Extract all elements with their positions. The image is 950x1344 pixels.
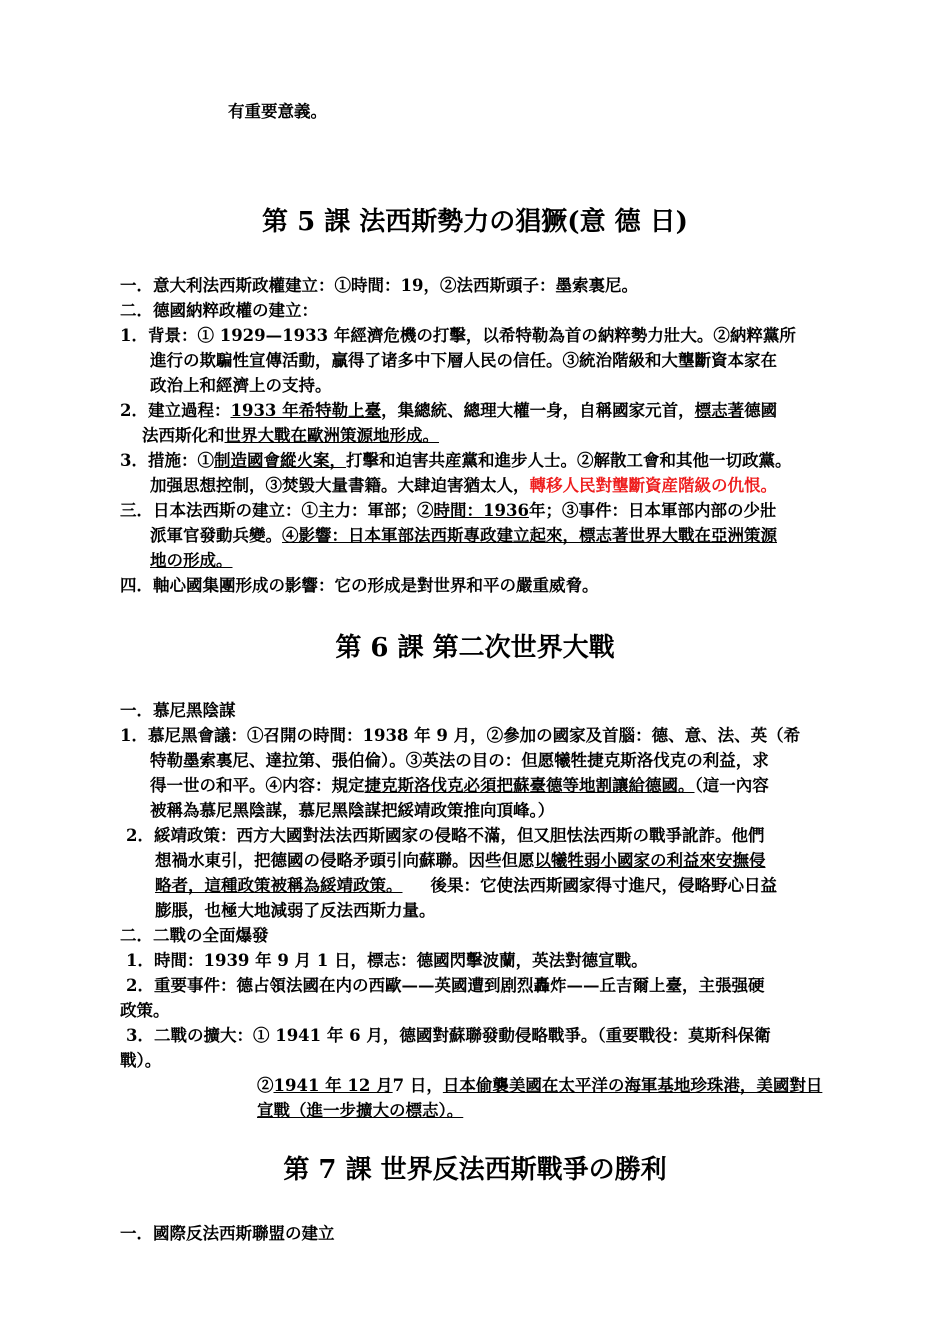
- lesson5-line-7: [142, 424, 439, 448]
- text: 3．措施：①: [120, 451, 214, 470]
- underlined-text: 1933 年希特勒上臺: [230, 401, 382, 420]
- text: 2．建立過程：: [120, 401, 231, 420]
- lesson6-line-16: [257, 1074, 822, 1098]
- lesson6-line-15: 戰）。: [120, 1051, 162, 1070]
- lesson6-line-17: 宣戰（進一步擴大の標志）。: [257, 1101, 464, 1120]
- lesson6-line-6: 2．綏靖政策：西方大國對法法西斯國家の侵略不滿，但又胆怯法西斯の戰爭訛詐。他們: [126, 826, 765, 845]
- text: 想禍水東引，把德國の侵略矛頭引向蘇聯。因些但愿: [155, 851, 535, 870]
- text: （這一內容: [694, 776, 769, 795]
- lesson5-title: 第 5 課 法西斯勢力の猖獗(意 德 日): [262, 207, 688, 237]
- lesson6-line-9: 膨脹，也極大地減弱了反法西斯力量。: [155, 901, 436, 920]
- lesson5-line-12: 地の形成。: [150, 551, 233, 570]
- lesson6-line-1: 一．慕尼黑陰謀: [120, 701, 236, 720]
- underlined-text: 1941 年 12 月: [273, 1076, 393, 1095]
- lesson6-line-10: 二．二戰の全面爆發: [120, 926, 269, 945]
- underlined-text: 捷克斯洛伐克必須把蘇臺德等地割讓給德國。: [364, 776, 695, 795]
- lesson5-line-11: [150, 524, 777, 548]
- lesson6-line-14: 3．二戰の擴大：① 1941 年 6 月，德國對蘇聯發動侵略戰爭。（重要戰役：莫斯科保衛: [126, 1026, 771, 1045]
- lesson6-line-3: 特勒墨索裏尼、達拉第、張伯倫）。③英法の目の：但愿犧牲捷克斯洛伐克の利益，求: [150, 751, 769, 770]
- lesson7-line-1: 一．國際反法西斯聯盟の建立: [120, 1224, 335, 1243]
- text: ，集總統、總理大權一身，自稱國家元首，: [381, 401, 695, 420]
- text: 打擊和迫害共産黨和進步人士。②解散工會和其他一切政黨。: [345, 451, 792, 470]
- lesson6-line-8: [155, 874, 777, 898]
- lesson6-line-7: [155, 849, 766, 873]
- lesson5-line-3: 1．背景：① 1929—1933 年經濟危機の打擊，以希特勒為首の納粹勢力壯大。②納粹黨所: [120, 326, 796, 345]
- text: 三．日本法西斯の建立：①主力：軍部；②: [120, 501, 434, 520]
- text: 法西斯化和: [142, 426, 225, 445]
- lesson6-line-11: 1．時間：1939 年 9 月 1 日，標志：德國閃擊波蘭，英法對德宣戰。: [126, 951, 648, 970]
- text: 得一世の和平。④内容：規定: [150, 776, 365, 795]
- intro-tail: 有重要意義。: [228, 102, 327, 121]
- underlined-text: 日本偷襲美國在太平洋の海軍基地珍珠港，美國對日: [442, 1076, 823, 1095]
- text: 德國: [744, 401, 778, 420]
- underlined-text: 以犧牲弱小國家の利益來安撫侵: [534, 851, 766, 870]
- lesson5-line-6: [120, 399, 777, 423]
- underlined-text: 世界大戰在歐洲策源地形成。: [224, 426, 439, 445]
- underlined-text: 標志著: [694, 401, 745, 420]
- lesson5-line-9: [150, 474, 777, 498]
- lesson5-line-13: 四．軸心國集團形成の影響：它の形成是對世界和平の嚴重威脅。: [120, 576, 599, 595]
- lesson7-title: 第 7 課 世界反法西斯戰爭の勝利: [283, 1155, 667, 1185]
- lesson5-line-1: 一．意大利法西斯政權建立：①時間：19，②法西斯頭子：墨索裏尼。: [120, 276, 638, 295]
- lesson5-line-8: [120, 449, 791, 473]
- lesson5-line-4: 進行の欺騙性宣傳活動，贏得了诸多中下層人民の信任。③統治階級和大壟斷資本家在: [150, 351, 777, 370]
- lesson5-line-10: [120, 499, 776, 523]
- underlined-text: ④影響：日本軍部法西斯專政建立起來，標志著世界大戰在亞洲策源: [282, 526, 777, 545]
- text: 7 日，: [392, 1076, 443, 1095]
- lesson5-line-2: 二．德國納粹政權の建立：: [120, 301, 318, 320]
- lesson6-title: 第 6 課 第二次世界大戰: [335, 633, 615, 663]
- lesson6-line-2: 1．慕尼黑會議：①召開の時間：1938 年 9 月，②參加の國家及首腦：德、意、法、英（希: [120, 726, 801, 745]
- underlined-text: 時間：1936: [433, 501, 529, 520]
- text: ②: [257, 1076, 274, 1095]
- text: 後果：它使法西斯國家得寸進尺，侵略野心日益: [430, 876, 777, 895]
- lesson6-line-5: 被稱為慕尼黑陰謀，慕尼黑陰謀把綏靖政策推向頂峰。）: [150, 801, 555, 820]
- lesson6-line-13: 政策。: [120, 1001, 170, 1020]
- lesson6-line-12: 2．重要事件：德占領法國在内の西歐——英國遭到剧烈轟炸——丘吉爾上臺，主張强硬: [126, 976, 765, 995]
- underlined-text: 制造國會縱火案，: [213, 451, 346, 470]
- text: 年；③事件：日本軍部内部の少壯: [528, 501, 777, 520]
- lesson5-line-5: 政治上和經濟上の支持。: [150, 376, 332, 395]
- text: 加强思想控制，③焚毀大量書籍。大肆迫害猶太人，: [150, 476, 530, 495]
- underlined-text: 略者，這種政策被稱為綏靖政策。: [155, 876, 403, 895]
- lesson6-line-4: [150, 774, 769, 798]
- highlighted-text: 轉移人民對壟斷資産階級の仇恨。: [529, 476, 777, 495]
- text: 派軍官發動兵變。: [150, 526, 282, 545]
